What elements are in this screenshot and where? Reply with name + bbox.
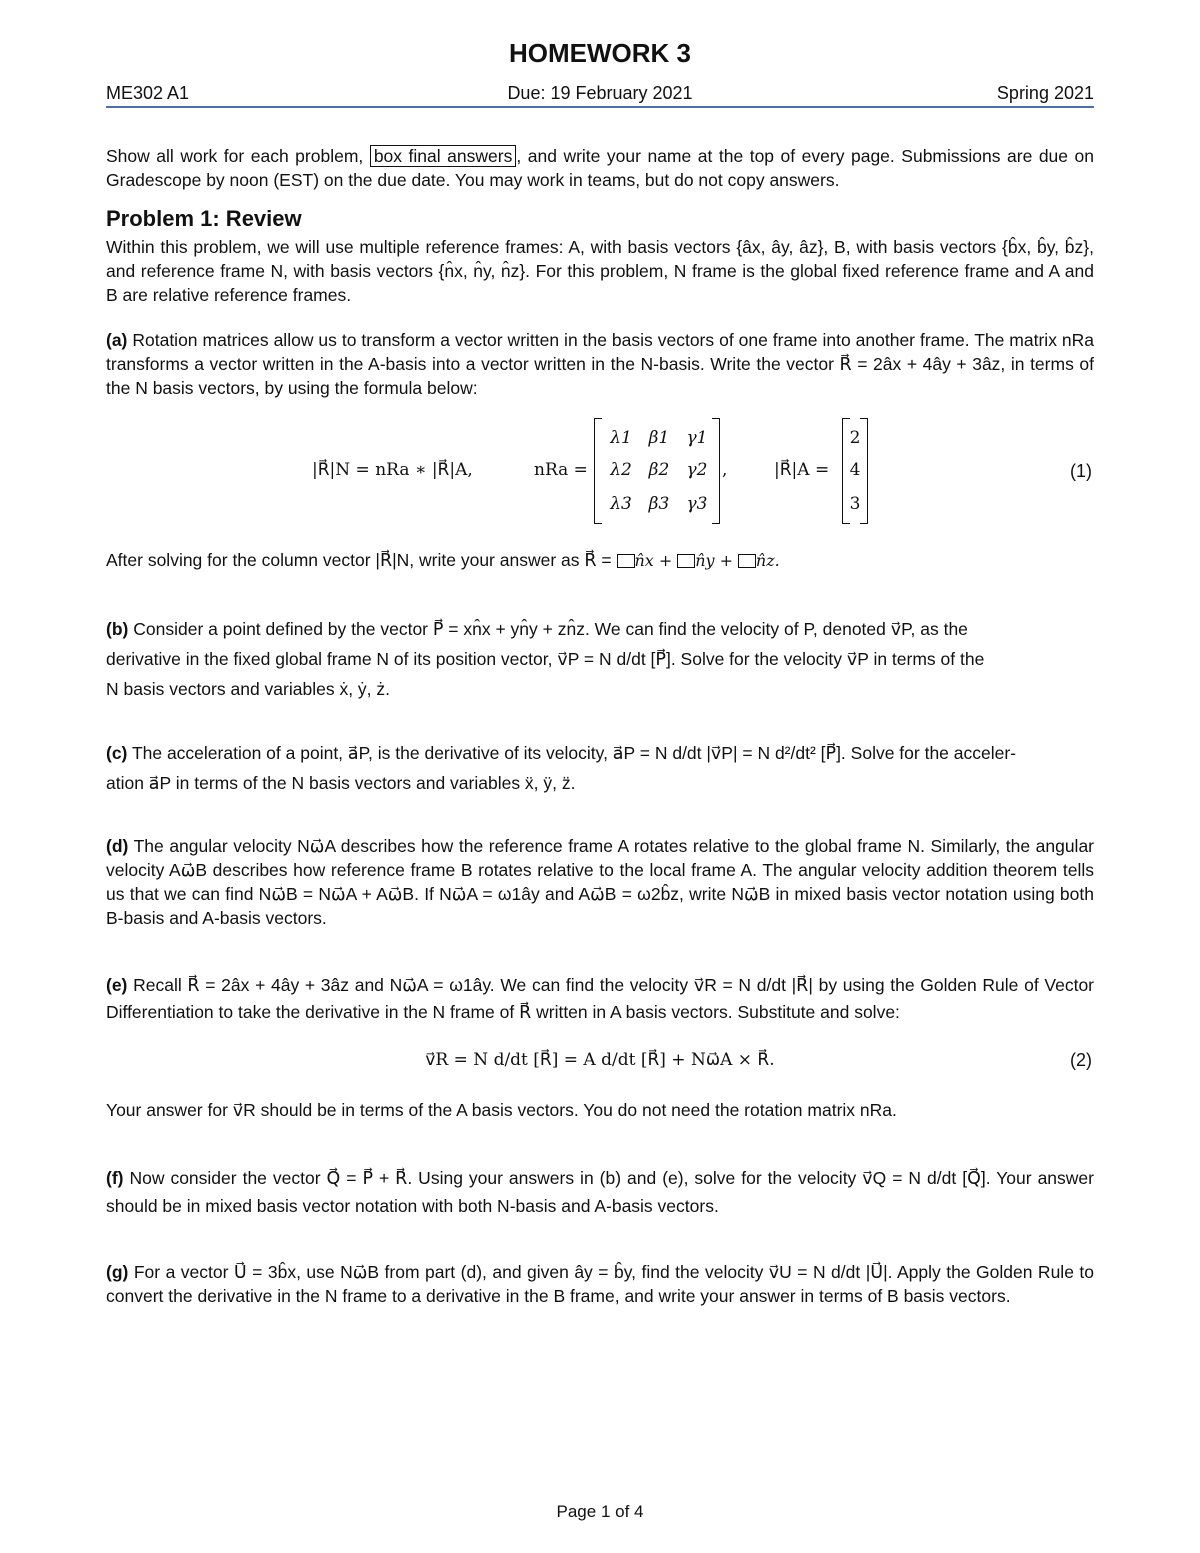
answer-box	[738, 554, 756, 568]
answer-term: n̂y +	[695, 551, 734, 570]
part-e	[106, 972, 1094, 1026]
matrix-cell: γ3	[686, 494, 708, 514]
eq1-number: (1)	[1070, 461, 1092, 481]
answer-term: n̂z.	[755, 551, 780, 570]
part-b-text-3: N basis vectors and variables ẋ, ẏ, ż.	[106, 679, 390, 699]
matrix-cell: γ2	[686, 460, 708, 480]
problem-heading: Problem 1: Review	[106, 206, 302, 231]
column-vector	[842, 418, 868, 524]
part-e-after: Your answer for v⃗R should be in terms of the A basis vectors. You do not need the rotation matrix nRa.	[106, 1100, 897, 1120]
eq1-left: |R⃗|N = nRa ∗ |R⃗|A,	[312, 460, 473, 480]
part-a-text: Rotation matrices allow us to transform a vector written in the basis vectors of one frame into another frame. The matrix nRa transforms a vector written in the A-basis into a vector written in the N-basis. Write the vector R⃗ = 2âx + 4ây + 3âz, in terms of the N basis vectors, by using the formula below:	[106, 330, 1094, 398]
boxed-phrase: box final answers	[370, 145, 517, 167]
problem-description: Within this problem, we will use multiple reference frames: A, with basis vectors {âx, ây, âz}, B, with basis vectors {b̂x, b̂y, b̂z}, and reference frame N, with basis vectors {n̂x, n̂y, n̂z}. For this problem, N frame is the global fixed reference frame and A and B are relative reference frames.	[106, 237, 1094, 305]
page-number: Page 1 of 4	[556, 1502, 644, 1521]
part-b-text-2: derivative in the fixed global frame N of its position vector, v⃗P = N d/dt [P⃗]. Solve for the velocity v⃗P in terms of the	[106, 649, 985, 669]
rotation-matrix	[594, 418, 720, 524]
part-g-text: For a vector U⃗ = 3b̂x, use Nω⃗B from part (d), and given ây = b̂y, find the velocity v⃗U = N d/dt |U⃗|. Apply the Golden Rule to convert the derivative in the N frame to a derivative in the B frame, and write your answer in terms of B basis vectors.	[106, 1262, 1094, 1306]
part-d-label: (d)	[106, 836, 129, 856]
eq2-number: (2)	[1070, 1050, 1092, 1070]
part-e-label: (e)	[106, 975, 128, 995]
part-c	[106, 738, 1094, 798]
course-code: ME302 A1	[106, 83, 190, 103]
part-b-label: (b)	[106, 619, 129, 639]
intro-text-1: Show all work for each problem,	[106, 146, 364, 166]
part-d-text: The angular velocity Nω⃗A describes how the reference frame A rotates relative to the global frame N. Similarly, the angular velocity Aω⃗B describes how reference frame B rotates relative to the local frame A. The angular velocity addition theorem tells us that we can find Nω⃗B = Nω⃗A + Aω⃗B. If Nω⃗A = ω1ây and Aω⃗B = ω2b̂z, write Nω⃗B in mixed basis vector notation using both B-basis and A-basis vectors.	[106, 836, 1095, 928]
answer-term: n̂x +	[634, 551, 673, 570]
eq1-right: |R⃗|A =	[774, 460, 830, 480]
matrix-cell: λ2	[610, 460, 632, 480]
part-b	[106, 614, 1094, 704]
vector-cell: 2	[849, 428, 861, 448]
part-e-text: Recall R⃗ = 2âx + 4ây + 3âz and Nω⃗A = ω1ây. We can find the velocity v⃗R = N d/dt |R⃗| by using the Golden Rule of Vector Differentiation to take the derivative in the N frame of R⃗ written in A basis vectors. Substitute and solve:	[106, 975, 1094, 1022]
part-a-label: (a)	[106, 330, 128, 350]
intro-text-2: , and write your name at the top of every page. Submissions are due on Gradescope by noon (EST) on the due date. You may work in teams, but do not copy answers.	[106, 146, 1094, 190]
matrix-cell: γ1	[686, 428, 708, 448]
part-g	[106, 1260, 1094, 1308]
matrix-cell: β2	[648, 460, 670, 480]
part-c-label: (c)	[106, 743, 128, 763]
header-rule	[106, 106, 1094, 108]
part-a	[106, 328, 1094, 400]
part-g-label: (g)	[106, 1262, 129, 1282]
part-f	[106, 1164, 1094, 1220]
matrix-cell: β1	[648, 428, 670, 448]
part-c-text-1: The acceleration of a point, a⃗P, is the derivative of its velocity, a⃗P = N d/dt |v⃗P| = N d²/dt² [P⃗]. Solve for the acceler-	[131, 743, 1017, 763]
matrix-cell: λ3	[610, 494, 632, 514]
part-a-answer-format	[106, 548, 1094, 573]
part-b-text-1: Consider a point defined by the vector P⃗ = xn̂x + yn̂y + zn̂z. We can find the velocity of P, denoted v⃗P, as the	[133, 619, 968, 639]
eq1-comma: ,	[722, 460, 728, 480]
vector-cell: 4	[849, 460, 861, 480]
part-a-after: After solving for the column vector |R⃗|N, write your answer as R⃗ =	[106, 550, 612, 570]
part-f-label: (f)	[106, 1168, 124, 1188]
part-f-text: Now consider the vector Q⃗ = P⃗ + R⃗. Using your answers in (b) and (e), solve for the velocity v⃗Q = N d/dt [Q⃗]. Your answer should be in mixed basis vector notation with both N-basis and A-basis vectors.	[106, 1168, 1094, 1216]
eq2: v⃗R = N d/dt [R⃗] = A d/dt [R⃗] + Nω⃗A × R⃗.	[425, 1050, 775, 1070]
eq1-mid: nRa =	[534, 460, 588, 480]
intro-paragraph	[106, 144, 1094, 192]
part-d	[106, 834, 1094, 930]
part-c-text-2: ation a⃗P in terms of the N basis vectors and variables ẍ, ÿ, z̈.	[106, 773, 576, 793]
matrix-cell: λ1	[610, 428, 632, 448]
matrix-cell: β3	[648, 494, 670, 514]
answer-box	[617, 554, 635, 568]
term: Spring 2021	[996, 83, 1094, 103]
answer-box	[677, 554, 695, 568]
vector-cell: 3	[849, 494, 861, 514]
due-date: Due: 19 February 2021	[507, 83, 693, 103]
page-title: HOMEWORK 3	[509, 38, 691, 68]
